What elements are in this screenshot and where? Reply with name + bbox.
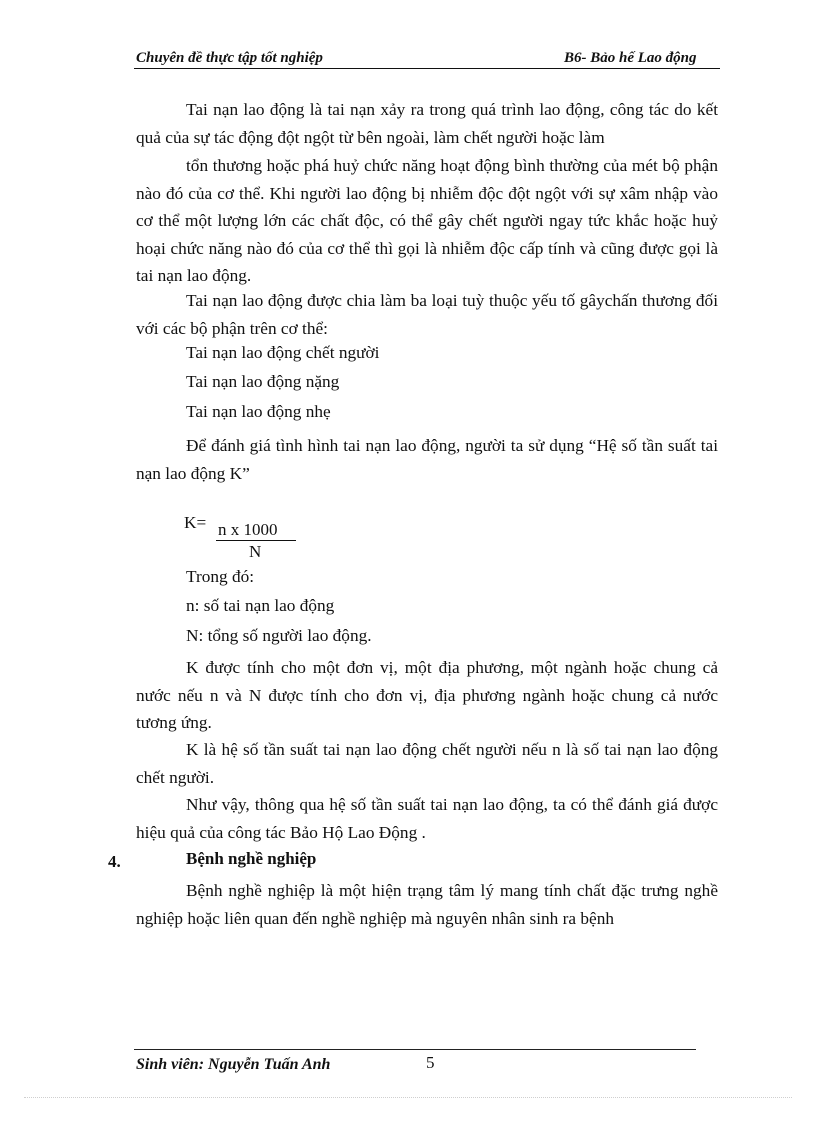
paragraph-2: tổn thương hoặc phá huỷ chức năng hoạt động bình thường của mét bộ phận nào đó của cơ thể. Khi người lao động bị nhiễm độc đột ngột với sự xâm nhập vào cơ thể một lượng lớn các chất độc, có thể gây chết người ngay tức khắc hoặc huỷ hoại chức năng nào đó của cơ thể thì gọi là nhiễm độc cấp tính và cũng được gọi là tai nạn lao động. [136, 156, 718, 285]
page-number: 5 [426, 1053, 435, 1072]
header-title: Chuyên đề thực tập tốt nghiệp [136, 50, 323, 66]
list-item: Tai nạn lao động nhẹ [186, 402, 331, 421]
page-edge-divider [24, 1097, 792, 1098]
definition-N: N: tổng số người lao động. [186, 626, 372, 645]
formula-numerator: n x 1000 [218, 520, 278, 539]
paragraph-3: Tai nạn lao động được chia làm ba loại tuỳ thuộc yếu tố gâychấn thương đối với các bộ phận trên cơ thể: [136, 291, 718, 338]
paragraph-8: Bệnh nghề nghiệp là một hiện trạng tâm lý mang tính chất đặc trưng nghề nghiệp hoặc liên quan đến nghề nghiệp mà nguyên nhân sinh ra bệnh [136, 881, 718, 928]
footer-divider [134, 1049, 696, 1050]
paragraph-6: K là hệ số tần suất tai nạn lao động chết người nếu n là số tai nạn lao động chết người. [136, 740, 718, 787]
list-item: Tai nạn lao động chết người [186, 343, 380, 362]
fraction-bar [216, 540, 296, 541]
paragraph-1: Tai nạn lao động là tai nạn xảy ra trong quá trình lao động, công tác do kết quả của sự tác động đột ngột từ bên ngoài, làm chết người hoặc làm [136, 100, 718, 147]
formula-denominator: N [249, 542, 262, 561]
formula-lhs: K= [184, 513, 207, 532]
section-number: 4. [108, 852, 121, 871]
where-label: Trong đó: [186, 567, 255, 586]
paragraph-4: Để đánh giá tình hình tai nạn lao động, người ta sử dụng “Hệ số tần suất tai nạn lao động K” [136, 436, 718, 483]
section-heading: Bệnh nghề nghiệp [186, 849, 317, 868]
definition-n: n: số tai nạn lao động [186, 596, 335, 615]
list-item: Tai nạn lao động nặng [186, 372, 340, 391]
header-chapter: B6- Bảo hế Lao động [564, 50, 697, 66]
header-divider [134, 68, 720, 69]
paragraph-5: K được tính cho một đơn vị, một địa phương, một ngành hoặc chung cả nước nếu n và N được tính cho đơn vị, địa phương ngành hoặc chung cả nước tương ứng. [136, 658, 718, 732]
paragraph-7: Như vậy, thông qua hệ số tần suất tai nạn lao động, ta có thể đánh giá được hiệu quả của công tác Bảo Hộ Lao Động . [136, 795, 718, 842]
footer-student: Sinh viên: Nguyễn Tuấn Anh [136, 1056, 331, 1073]
